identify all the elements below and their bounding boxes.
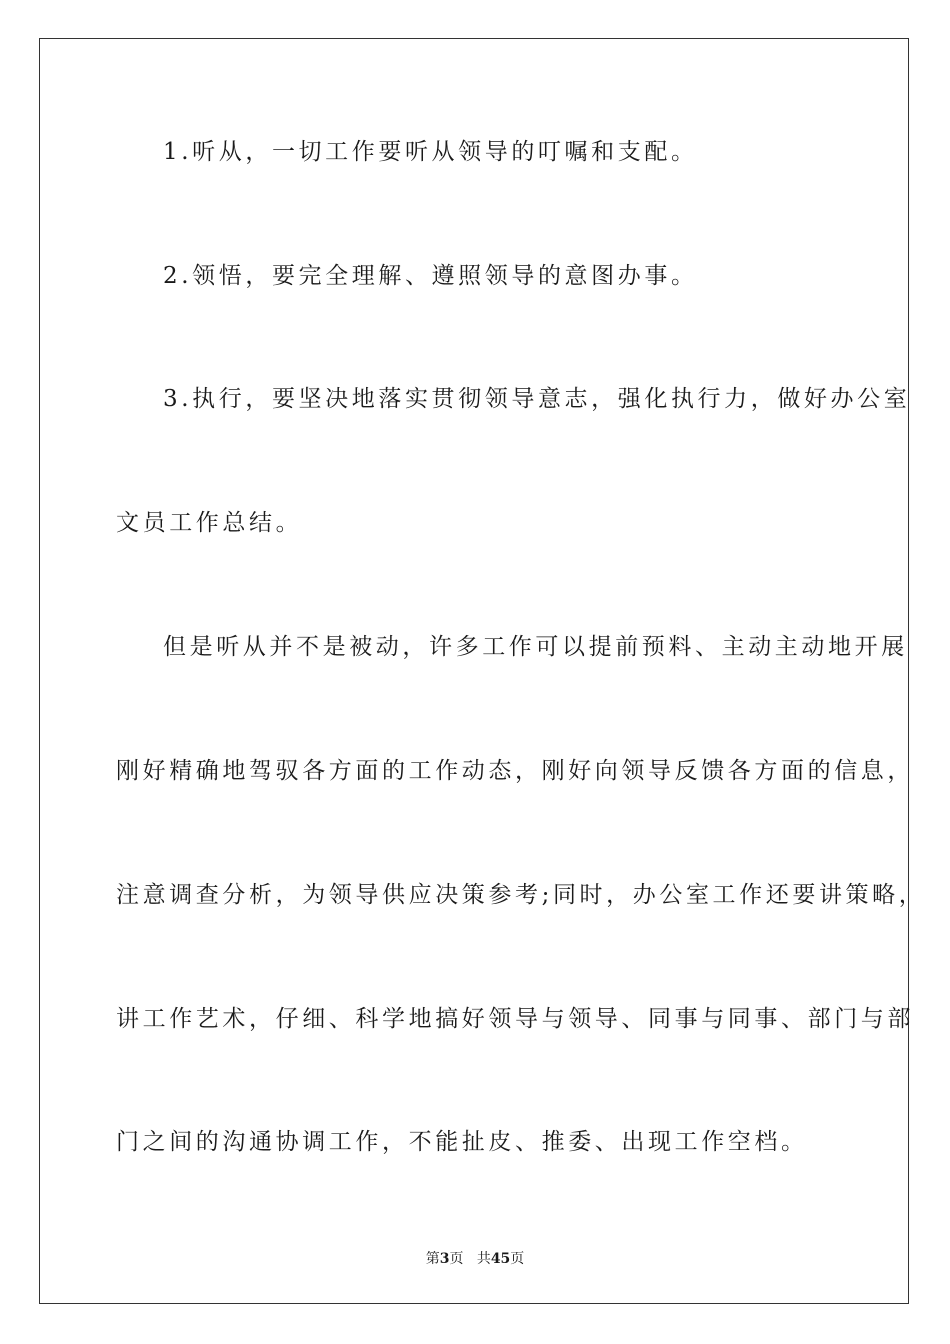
paragraph-line: 3.执行，要坚决地落实贯彻领导意志，强化执行力，做好办公室 (163, 386, 911, 412)
page-prefix: 第 (425, 1251, 440, 1267)
page-border (39, 38, 909, 1304)
paragraph-line: 刚好精确地驾驭各方面的工作动态，刚好向领导反馈各方面的信息， (116, 758, 914, 784)
paragraph-line: 注意调查分析，为领导供应决策参考;同时，办公室工作还要讲策略， (116, 882, 926, 908)
paragraph-line: 文员工作总结。 (116, 510, 303, 536)
paragraph-line: 但是听从并不是被动，许多工作可以提前预料、主动主动地开展 (163, 634, 908, 660)
page-footer (0, 1248, 950, 1268)
page-number: 3 (439, 1251, 450, 1267)
paragraph-line: 2.领悟，要完全理解、遵照领导的意图办事。 (163, 263, 698, 289)
paragraph-line: 1.听从，一切工作要听从领导的叮嘱和支配。 (163, 139, 698, 165)
paragraph-line: 门之间的沟通协调工作，不能扯皮、推委、出现工作空档。 (116, 1129, 808, 1155)
total-pages: 45 (490, 1251, 511, 1267)
paragraph-line: 讲工作艺术，仔细、科学地搞好领导与领导、同事与同事、部门与部 (116, 1006, 914, 1032)
total-suffix: 页 (510, 1251, 525, 1267)
page-suffix: 页 (449, 1251, 464, 1267)
total-prefix: 共 (476, 1251, 491, 1267)
